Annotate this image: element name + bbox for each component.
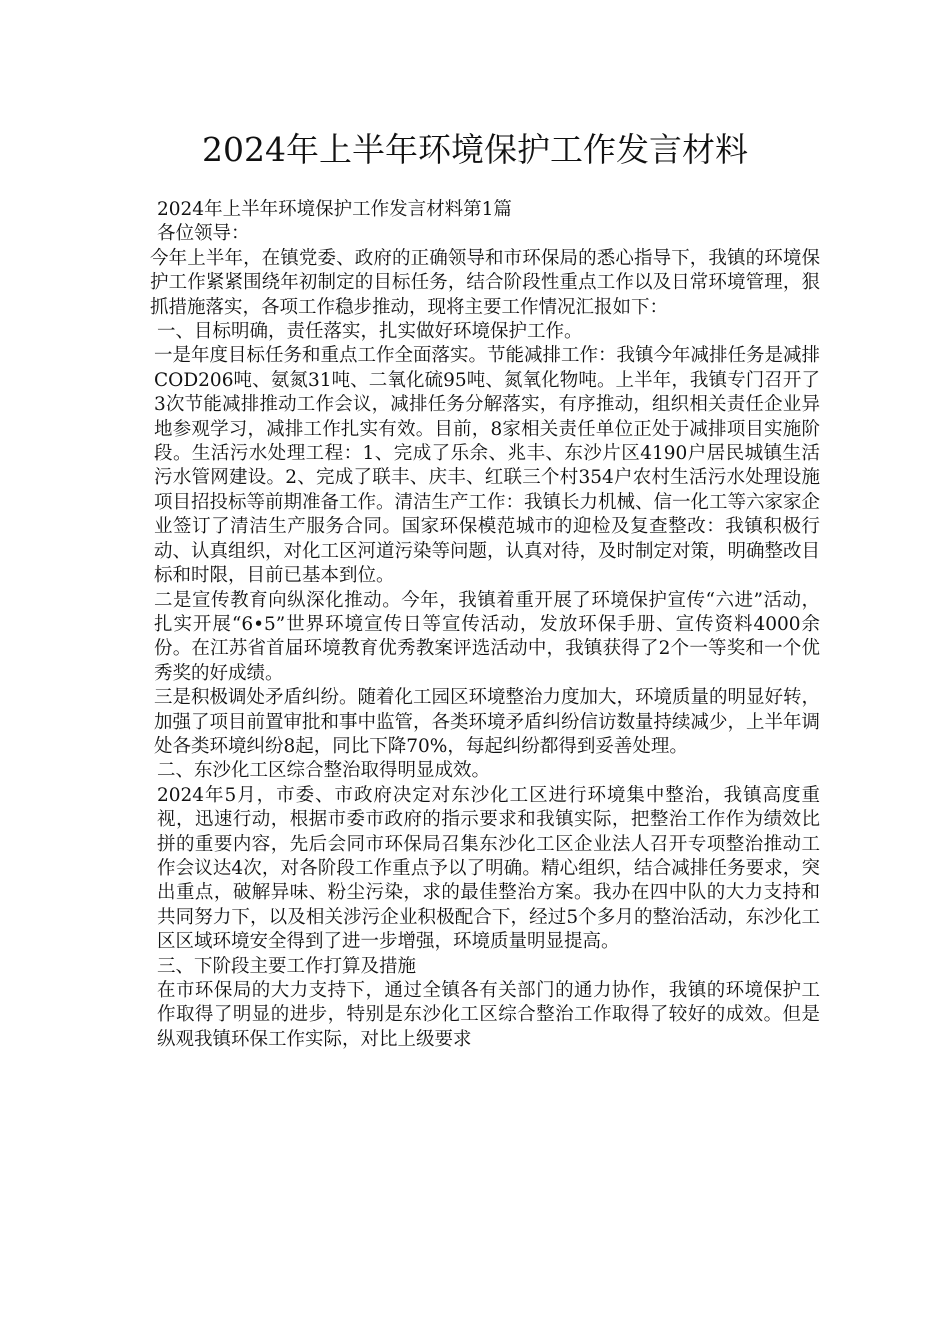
paragraph-intro: 今年上半年，在镇党委、政府的正确领导和市环保局的悉心指导下，我镇的环境保护工作紧紧围绕年初制定的目标任务，结合阶段性重点工作以及日常环境管理，狠抓措施落实，各项工作稳步推动，现将主要工作情况汇报如下： [150,247,820,318]
heading-section-1: 一、目标明确，责任落实，扎实做好环境保护工作。 [157,321,583,343]
salutation: 各位领导： [157,223,250,245]
paragraph-dongsha: 2024年5月，市委、市政府决定对东沙化工区进行环境集中整治，我镇高度重视，迅速行动，根据市委市政府的指示要求和我镇实际，把整治工作作为绩效比拼的重要内容，先后会同市环保局召集东沙化工区企业法人召开专项整治推动工作会议达4次，对各阶段工作重点予以了明确。精心组织，结合减排任务要求，突出重点，破解异味、粉尘污染，求的最佳整治方案。我办在四中队的大力支持和共同努力下，以及相关涉污企业积极配合下，经过5个多月的整治活动，东沙化工区区域环境安全得到了进一步增强，环境质量明显提高。 [157,784,820,953]
paragraph-next-steps: 在市环保局的大力支持下，通过全镇各有关部门的通力协作，我镇的环境保护工作取得了明显的进步，特别是东沙化工区综合整治工作取得了较好的成效。但是纵观我镇环保工作实际，对比上级要求 [157,980,820,1050]
heading-section-3: 三、下阶段主要工作打算及措施 [157,955,417,977]
paragraph-publicity: 二是宣传教育向纵深化推动。今年，我镇着重开展了环境保护宣传“六进”活动，扎实开展“6•5”世界环境宣传日等宣传活动，发放环保手册、宣传资料4000余份。在江苏省首届环境教育优秀教案评选活动中，我镇获得了2个一等奖和一个优秀奖的好成绩。 [154,589,820,684]
document-title: 2024年上半年环境保护工作发言材料 [202,130,748,169]
document-body [145,198,820,1052]
heading-section-2: 二、东沙化工区综合整治取得明显成效。 [157,760,491,782]
document-subtitle: 2024年上半年环境保护工作发言材料第1篇 [157,199,512,220]
paragraph-disputes: 三是积极调处矛盾纠纷。随着化工园区环境整治力度加大，环境质量的明显好转，加强了项目前置审批和事中监管，各类环境矛盾纠纷信访数量持续减少，上半年调处各类环境纠纷8起，同比下降70%，每起纠纷都得到妥善处理。 [154,687,821,757]
paragraph-targets: 一是年度目标任务和重点工作全面落实。节能减排工作：我镇今年减排任务是减排COD206吨、氨氮31吨、二氧化硫95吨、氮氧化物吨。上半年，我镇专门召开了3次节能减排推动工作会议，减排任务分解落实，有序推动，组织相关责任企业异地参观学习，减排工作扎实有效。目前，8家相关责任单位正处于减排项目实施阶段。生活污水处理工程：1、完成了乐余、兆丰、东沙片区4190户居民城镇生活污水管网建设。2、完成了联丰、庆丰、红联三个村354户农村生活污水处理设施项目招投标等前期准备工作。清洁生产工作：我镇长力机械、信一化工等六家家企业签订了清洁生产服务合同。国家环保模范城市的迎检及复查整改：我镇积极行动、认真组织，对化工区河道污染等问题，认真对待，及时制定对策，明确整改目标和时限，目前已基本到位。 [154,345,821,587]
